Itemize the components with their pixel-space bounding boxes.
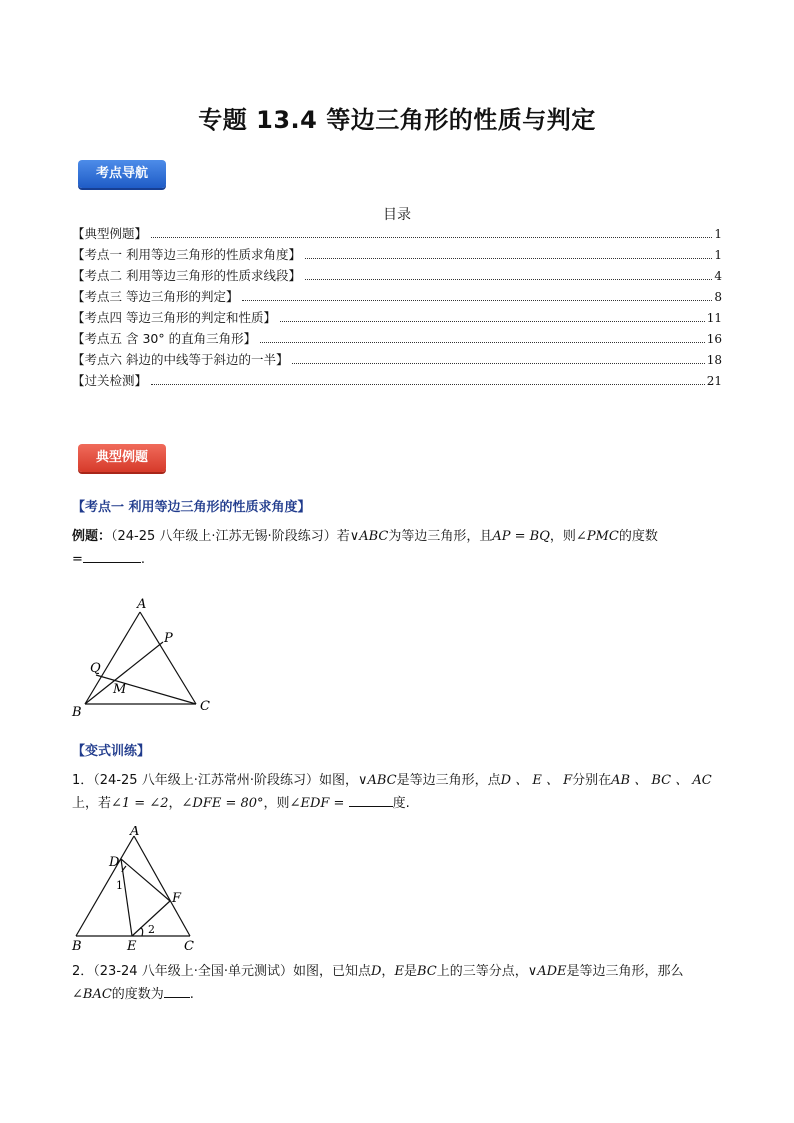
label-angle-1: 1 [116, 879, 123, 892]
segment-ac [134, 836, 190, 936]
toc-item[interactable]: 【考点四 等边三角形的判定和性质】 11 [72, 310, 722, 325]
toc-heading: 目录 [383, 207, 411, 223]
answer-blank[interactable] [164, 983, 190, 998]
figure-triangle-abc [60, 590, 230, 720]
toc-item[interactable]: 【考点六 斜边的中线等于斜边的一半】 18 [72, 352, 722, 367]
label-a: A [137, 597, 147, 612]
label-m: M [113, 682, 127, 697]
label-e: E [127, 939, 137, 954]
label-c: C [200, 699, 210, 714]
nav-badge [78, 160, 166, 188]
toc-item[interactable]: 【典型例题】 1 [72, 226, 722, 241]
toc-item[interactable]: 【考点一 利用等边三角形的性质求角度】 1 [72, 247, 722, 262]
label-d: D [109, 855, 120, 870]
toc-item[interactable]: 【考点三 等边三角形的判定】 8 [72, 289, 722, 304]
examples-badge-label: 典型例题 [78, 444, 166, 472]
answer-blank[interactable] [349, 792, 393, 807]
label-b: B [72, 705, 82, 720]
label-c: C [184, 939, 194, 954]
page-title: 专题 13.4 等边三角形的性质与判定 [198, 106, 596, 134]
variation-heading: 【变式训练】 [72, 744, 151, 759]
table-of-contents [72, 224, 722, 392]
segment-df [121, 859, 170, 901]
answer-blank[interactable] [83, 548, 141, 563]
section-heading: 【考点一 利用等边三角形的性质求角度】 [72, 500, 311, 515]
question-1: 1．（24-25 八年级上·江苏常州·阶段练习）如图，∨ABC是等边三角形，点D 、 E 、 F分别在AB 、 BC 、 AC 上，若∠1 = ∠2，∠DFE = 80°，则∠EDF = 度. [72, 773, 712, 811]
label-b: B [72, 939, 82, 954]
toc-item[interactable]: 【考点五 含 30° 的直角三角形】 16 [72, 331, 722, 346]
angle-2-arc [140, 928, 143, 936]
label-p: P [164, 631, 173, 646]
question-2: 2．（23-24 八年级上·全国·单元测试）如图，已知点D，E是BC上的三等分点，∨ADE是等边三角形，那么 ∠BAC的度数为 . [72, 964, 684, 1002]
label-angle-2: 2 [148, 923, 155, 936]
label-q: Q [90, 661, 101, 676]
label-f: F [172, 891, 182, 906]
toc-item[interactable]: 【考点二 利用等边三角形的性质求线段】 4 [72, 268, 722, 283]
label-a: A [130, 826, 140, 839]
toc-item[interactable]: 【过关检测】 21 [72, 373, 722, 388]
examples-badge [78, 444, 166, 472]
nav-badge-label: 考点导航 [78, 160, 166, 188]
example-question: 例题：（24-25 八年级上·江苏无锡·阶段练习）若∨ABC为等边三角形，且AP = BQ，则∠PMC的度数 = . [72, 529, 658, 567]
figure-triangle-def [64, 826, 214, 956]
